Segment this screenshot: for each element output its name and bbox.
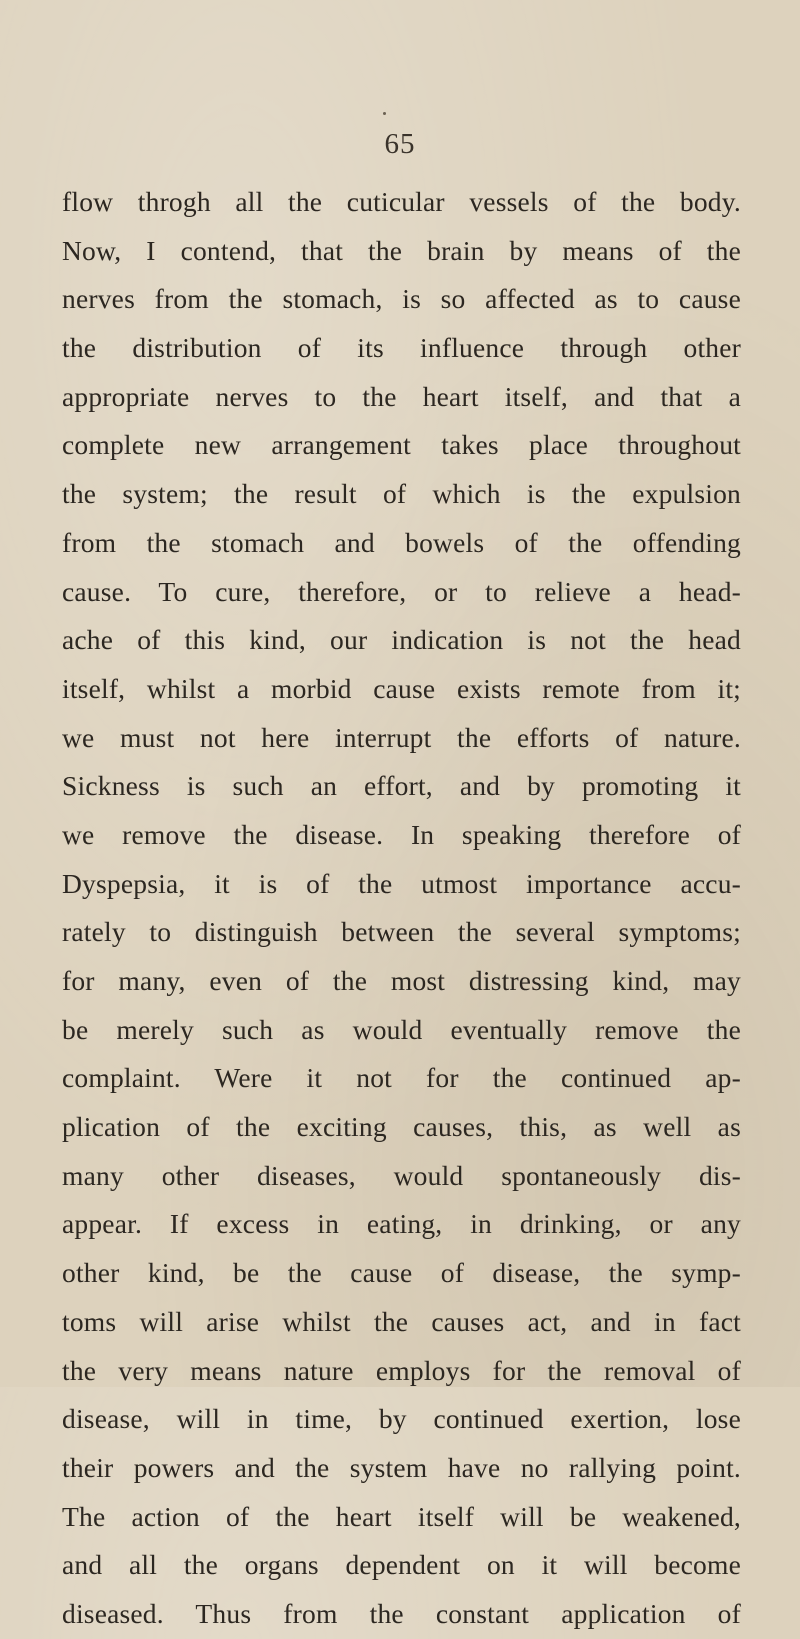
text-line: appear. If excess in eating, in drinking, or any — [62, 1208, 741, 1240]
text-line: the distribution of its influence through other — [62, 332, 741, 364]
text-line: Sickness is such an effort, and by promoting it — [62, 770, 741, 802]
text-line: for many, even of the most distressing kind, may — [62, 965, 741, 996]
text-line: cause. To cure, therefore, or to relieve a head- — [62, 575, 741, 607]
text-line: Now, I contend, that the brain by means of the — [62, 234, 741, 266]
text-line: nerves from the stomach, is so affected as to cause — [62, 283, 741, 315]
text-line: many other diseases, would spontaneously dis- — [62, 1159, 741, 1191]
page-number: 65 — [384, 128, 416, 160]
text-line: rately to distinguish between the several symptoms; — [62, 916, 741, 948]
text-line: appropriate nerves to the heart itself, and that a — [62, 380, 741, 412]
ink-speck — [383, 112, 386, 115]
text-line: we remove the disease. In speaking therefore of — [62, 818, 741, 850]
text-line: their powers and the system have no rallying point. — [62, 1451, 741, 1483]
body-text — [62, 178, 741, 1639]
text-line: we must not here interrupt the efforts of nature. — [62, 721, 741, 753]
text-line: ache of this kind, our indication is not the head — [62, 624, 741, 656]
text-line: the system; the result of which is the expulsion — [62, 478, 741, 510]
text-line: diseased. Thus from the constant application of — [62, 1597, 741, 1629]
text-line: the very means nature employs for the removal of — [62, 1354, 741, 1386]
text-line: disease, will in time, by continued exertion, lose — [62, 1403, 741, 1435]
text-line: complete new arrangement takes place throughout — [62, 429, 741, 461]
text-line: be merely such as would eventually remove the — [62, 1013, 741, 1045]
text-line: other kind, be the cause of disease, the symp- — [62, 1257, 741, 1289]
text-line: plication of the exciting causes, this, as well as — [62, 1111, 741, 1143]
text-line: and all the organs dependent on it will become — [62, 1549, 741, 1581]
text-line: Dyspepsia, it is of the utmost importance accu- — [62, 867, 741, 899]
text-line: flow throgh all the cuticular vessels of the body. — [62, 186, 741, 217]
text-line: complaint. Were it not for the continued ap- — [62, 1062, 741, 1094]
text-line: The action of the heart itself will be weakened, — [62, 1500, 741, 1532]
text-line: itself, whilst a morbid cause exists remote from it; — [62, 672, 741, 704]
text-line: from the stomach and bowels of the offending — [62, 526, 741, 558]
text-line: toms will arise whilst the causes act, and in fact — [62, 1305, 741, 1337]
